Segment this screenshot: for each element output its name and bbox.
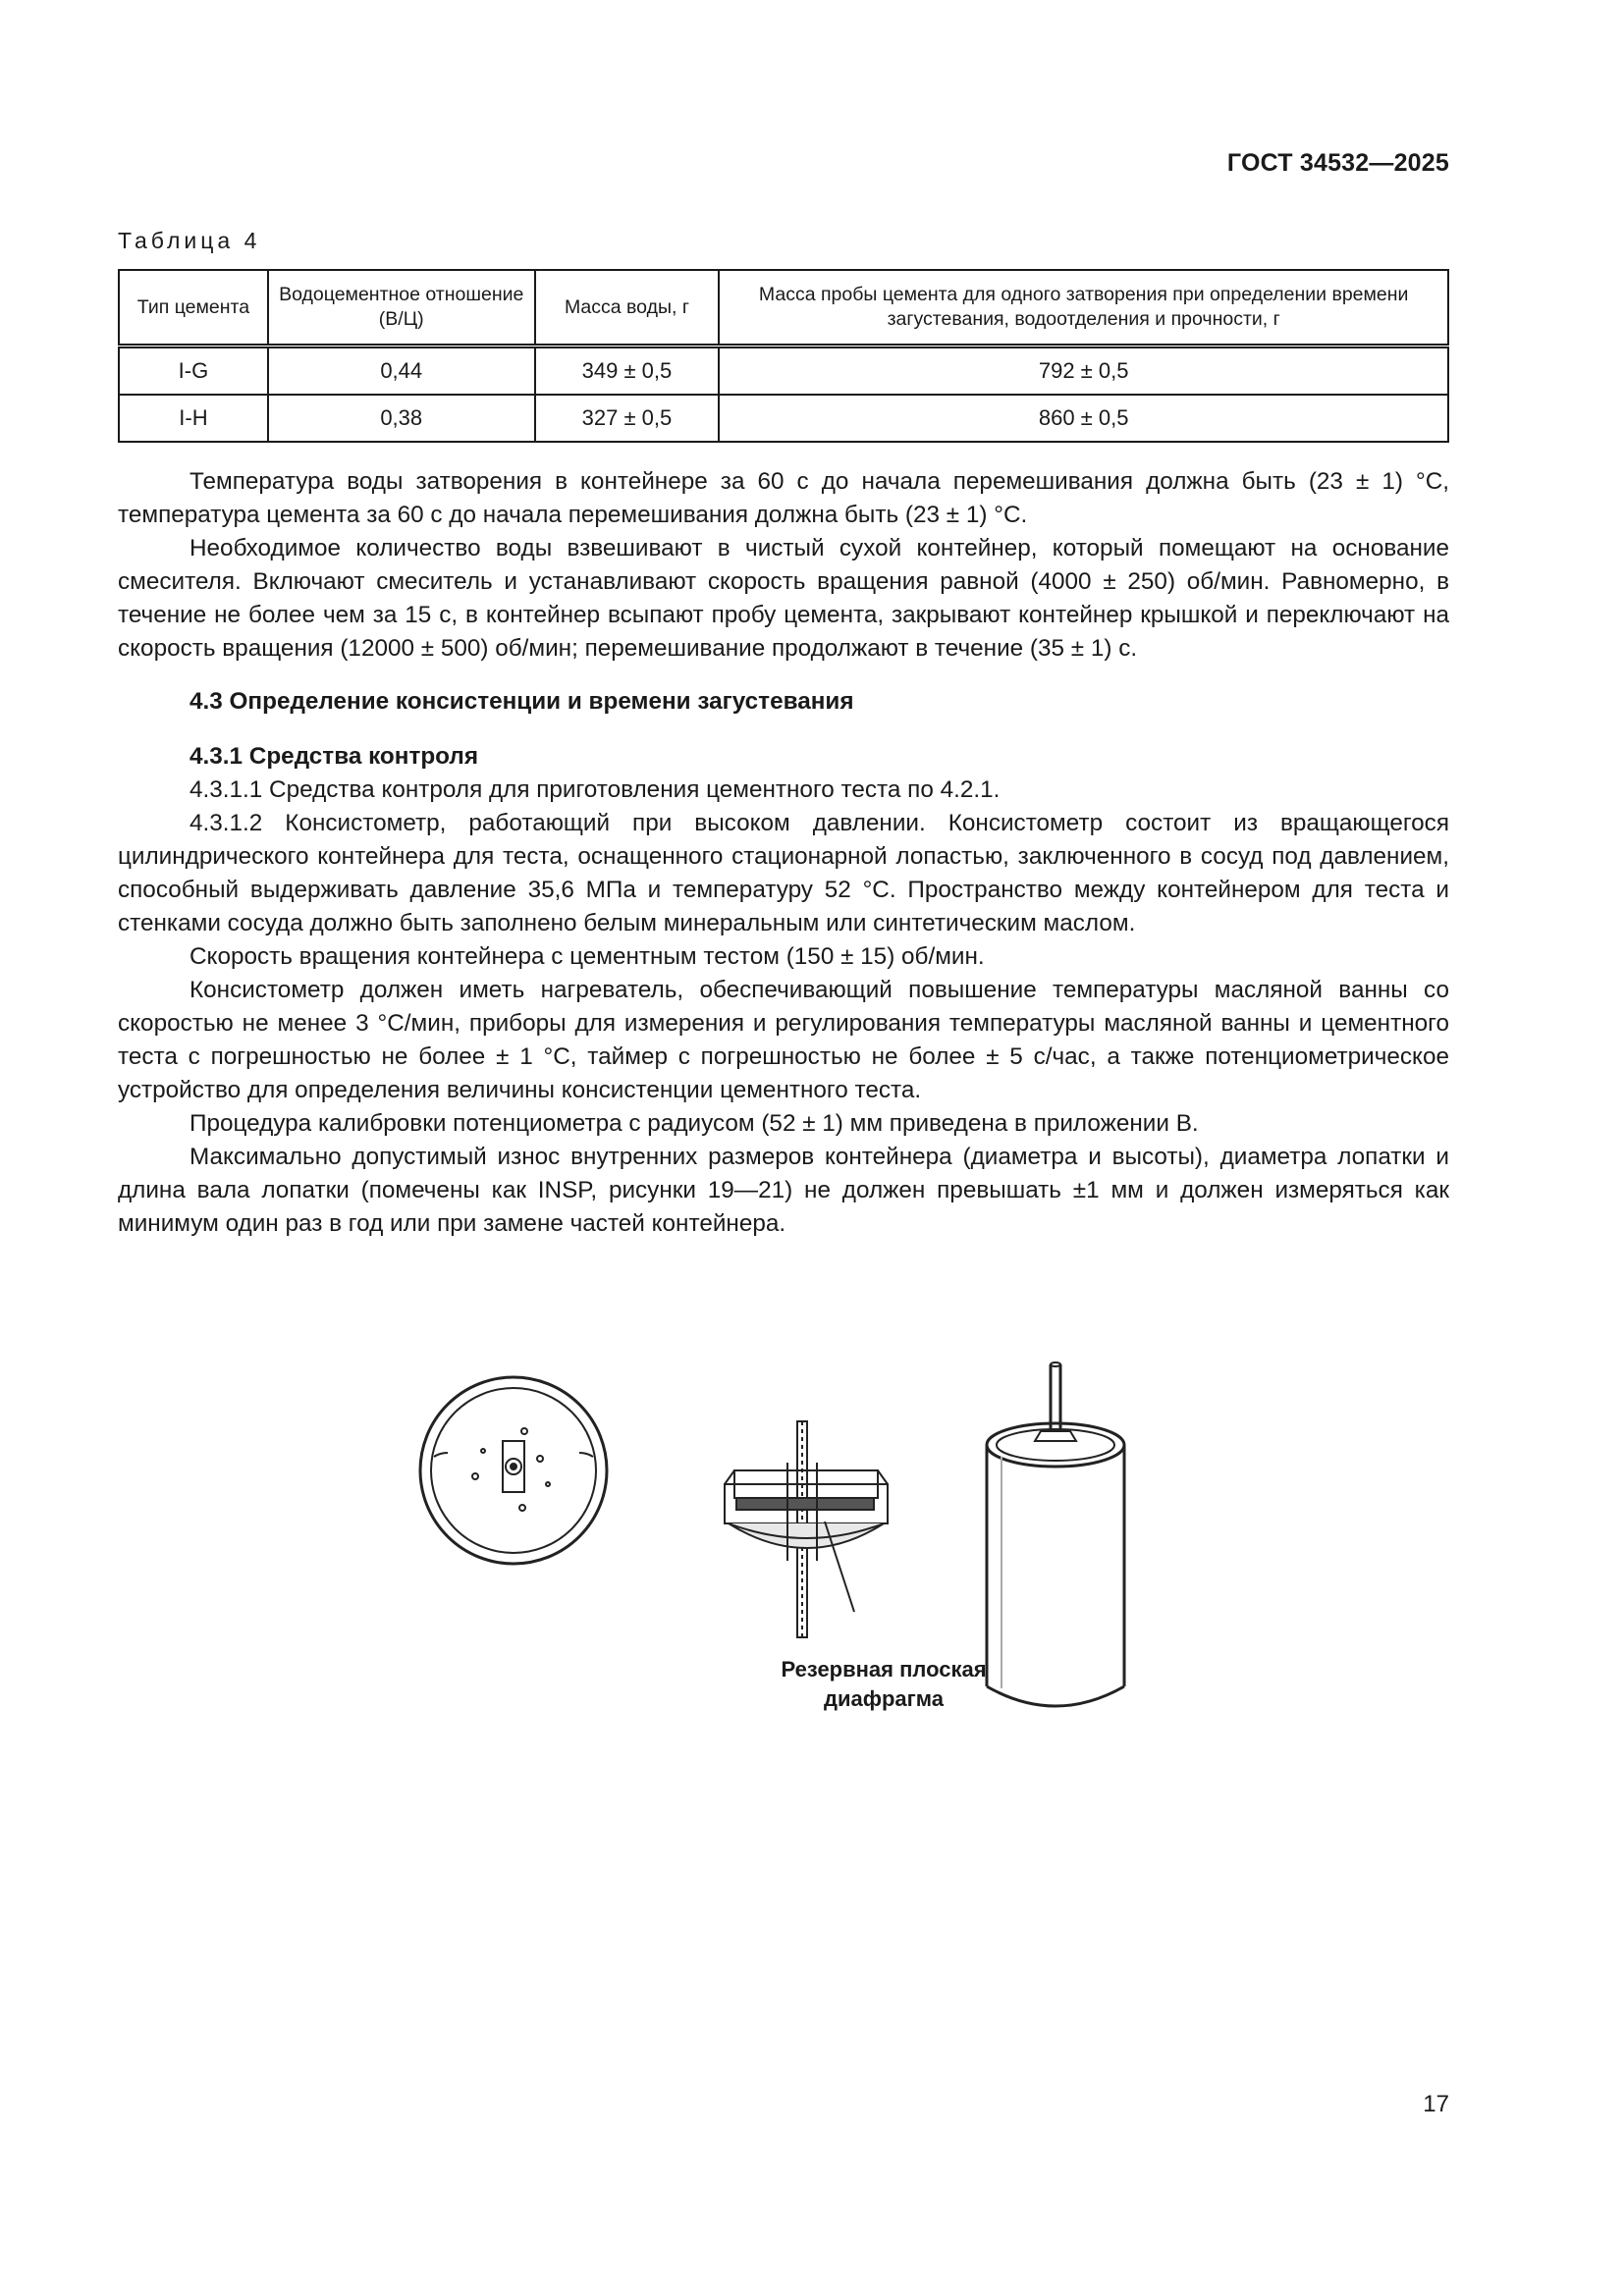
column-header: Масса воды, г xyxy=(535,270,720,347)
paragraph: Максимально допустимый износ внутренних размеров контейнера (диаметра и высоты), диаметра лопатки и длина вала лопатки (помечены как INSP, рисунки 19—21) не должен превышать ±1 мм и должен измеряться как минимум один раз в год или при замене частей контейнера. xyxy=(118,1144,1449,1237)
column-header: Масса пробы цемента для одного затворения при определении времени загустевания, водоотделения и прочности, г xyxy=(719,270,1448,347)
table-row xyxy=(119,347,1448,396)
paragraph: Скорость вращения контейнера с цементным тестом (150 ± 15) об/мин. xyxy=(189,943,985,970)
figure-caption-line: диафрагма xyxy=(823,1686,945,1711)
table-cell: 792 ± 0,5 xyxy=(719,347,1448,396)
paragraph: Необходимое количество воды взвешивают в чистый сухой контейнер, который помещают на основание смесителя. Включают смеситель и устанавливают скорость вращения равной (4000 ± 250) об/мин. Равномерно, в течение не более чем за 15 с, в контейнер всыпают пробу цемента, закрывают контейнер крышкой и переключают на скорость вращения (12000 ± 500) об/мин; перемешивание продолжают в течение (35 ± 1) с. xyxy=(118,535,1449,662)
table-row xyxy=(119,395,1448,442)
paragraph: 4.3.1.1 Средства контроля для приготовления цементного теста по 4.2.1. xyxy=(189,776,1001,803)
table-cell: 0,38 xyxy=(268,395,535,442)
table-cell: I-H xyxy=(119,395,268,442)
paragraph: Процедура калибровки потенциометра с радиусом (52 ± 1) мм приведена в приложении В. xyxy=(189,1110,1199,1137)
paragraph: Консистометр должен иметь нагреватель, обеспечивающий повышение температуры масляной ванны со скоростью не менее 3 °С/мин, приборы для измерения и регулирования температуры масляной ванны и цементного теста с погрешностью не более ± 1 °С, таймер с погрешностью не более ± 5 с/час, а также потенциометрическое устройство для определения величины консистенции цементного теста. xyxy=(118,977,1449,1103)
table-caption: Таблица 4 xyxy=(118,228,261,253)
table-cell: 349 ± 0,5 xyxy=(535,347,720,396)
table-cell: 327 ± 0,5 xyxy=(535,395,720,442)
table-header-row xyxy=(119,270,1448,347)
document-header: ГОСТ 34532—2025 xyxy=(1226,149,1449,177)
container-top-view xyxy=(420,1377,607,1564)
paragraph: Температура воды затворения в контейнере за 60 с до начала перемешивания должна быть (23 ± 1) °С, температура цемента за 60 с до начала перемешивания должна быть (23 ± 1) °С. xyxy=(118,468,1449,528)
column-header: Водоцементное отношение (В/Ц) xyxy=(268,270,535,347)
section-heading: 4.3 Определение консистенции и времени загустевания xyxy=(189,688,854,715)
table-cell: I-G xyxy=(119,347,268,396)
table-cell: 860 ± 0,5 xyxy=(719,395,1448,442)
subsection-heading: 4.3.1 Средства контроля xyxy=(189,743,479,770)
figure-caption-line: Резервная плоская xyxy=(781,1657,987,1682)
figure-caption xyxy=(756,1655,1011,1714)
table-cell: 0,44 xyxy=(268,347,535,396)
cement-table xyxy=(118,269,1449,443)
container-section-view xyxy=(725,1421,888,1637)
page-number: 17 xyxy=(1423,2091,1449,2117)
paragraph: 4.3.1.2 Консистометр, работающий при высоком давлении. Консистометр состоит из вращающегося цилиндрического контейнера для теста, оснащенного стационарной лопастью, заключенного в сосуд под давлением, способный выдерживать давление 35,6 МПа и температуру 52 °С. Пространство между контейнером для теста и стенками сосуда должно быть заполнено белым минеральным или синтетическим маслом. xyxy=(118,810,1449,936)
column-header: Тип цемента xyxy=(119,270,268,347)
body-text xyxy=(118,465,1449,1241)
